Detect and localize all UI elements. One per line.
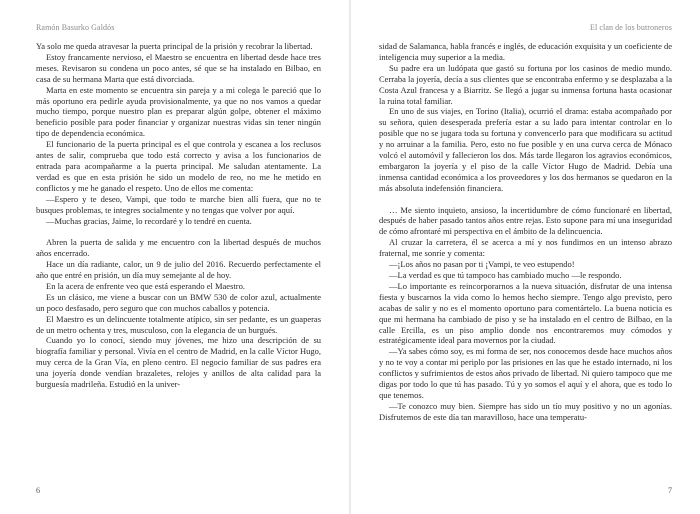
dialogue-line: —Muchas gracias, Jaime, lo recordaré y lo tendré en cuenta. bbox=[46, 215, 252, 226]
paragraph: … Me siento inquieto, ansioso, la incertidumbre de cómo funcionaré en libertad, después de haber pasado tantos años entre rejas. Esto supone para mí una inseguridad de cómo afrontaré mi perspectiva en el ámbito de la delincuencia. bbox=[379, 204, 672, 237]
left-page bbox=[0, 0, 349, 514]
right-page bbox=[351, 0, 700, 514]
paragraph: El Maestro es un delincuente totalmente atípico, sin ser pedante, es un guaperas de un metro ochenta y tres, musculoso, con la elegancia de un burgués. bbox=[36, 313, 321, 335]
paragraph: El funcionario de la puerta principal es el que controla y escanea a los reclusos antes de salir, comprueba que todo está correcto y avisa a los funcionarios de entrada para acompañarme a la puerta principal. Me saludan atentamente. La verdad es que en esta prisión he sido un modelo de reo, no me he metido en conflictos y me he ganado el respeto. Uno de ellos me comenta: bbox=[36, 139, 321, 193]
paragraph: En uno de sus viajes, en Torino (Italia), ocurrió el drama: estaba acompañado por su señora, quien desesperada prefería estar a su lado para intentar controlar en lo posible que no se jugara toda su fortuna y convencerlo para que modificara su actitud y no arruinar a la familia. Pero, esto no fue posible y en una curva cerca de Mónaco volcó el automóvil y fallecieron los dos. Más tarde llegaron los agravios económicos, embargaron la joyería y el piso de la calle Víctor Hugo de Madrid. Debía una inmensa cantidad económica a los proveedores y los dos hermanos se quedaron en la más absoluta indefensión financiera. bbox=[379, 106, 672, 193]
right-page-body bbox=[379, 41, 672, 423]
running-header-author: Ramón Basurko Galdós bbox=[36, 23, 115, 32]
paragraph: Abren la puerta de salida y me encuentro con la libertad después de muchos años encerrado. bbox=[36, 237, 321, 259]
paragraph: Su padre era un ludópata que gastó su fortuna por los casinos de medio mundo. Cerraba la joyería, decía a sus clientes que se encontraba enfermo y se desplazaba a la Costa Azul francesa y a Biarritz. Se llegó a jugar su inmensa fortuna hasta ocasionar la ruina total familiar. bbox=[379, 62, 672, 106]
running-header-title: El clan de los butroneros bbox=[589, 23, 672, 32]
dialogue-line: —Ya sabes cómo soy, es mi forma de ser, nos conocemos desde hace muchos años y no te voy a contar mi periplo por las prisiones en las que he estado internado, ni los conflictos y sufrimientos de estos años privado de libertad. Ni quiero tampoco que me digas por todo lo que tú has pasado. Tú y yo somos el aquí y el ahora, que es todo lo que tenemos. bbox=[379, 346, 672, 400]
paragraph: En la acera de enfrente veo que está esperando el Maestro. bbox=[46, 280, 245, 291]
dialogue-line: —La verdad es que tú tampoco has cambiado mucho —le respondo. bbox=[389, 270, 622, 281]
dialogue-line: —Te conozco muy bien. Siempre has sido un tío muy positivo y no un agonías. Disfrutemos de este día tan maravilloso, hace una temperatu- bbox=[379, 400, 672, 422]
paragraph: sidad de Salamanca, habla francés e inglés, de educación exquisita y un coeficiente de inteligencia muy superior a la media. bbox=[379, 41, 672, 62]
page-number: 7 bbox=[668, 486, 672, 495]
page-number: 6 bbox=[36, 486, 40, 495]
dialogue-line: —Espero y te deseo, Vampi, que todo te marche bien allí fuera, que no te busques problemas, te integres socialmente y no tengas que volver por aquí. bbox=[36, 193, 321, 215]
dialogue-line: —¡Los años no pasan por ti ¡Vampi, te veo estupendo! bbox=[389, 259, 575, 270]
paragraph: Hace un día radiante, calor, un 9 de julio del 2016. Recuerdo perfectamente el año que entré en prisión, un día muy semejante al de hoy. bbox=[36, 259, 321, 281]
paragraph: Es un clásico, me viene a buscar con un BMW 530 de color azul, actualmente un poco desfasado, pero seguro que con muchos caballos y potencia. bbox=[36, 291, 321, 313]
paragraph: Cuando yo lo conocí, siendo muy jóvenes, me hizo una descripción de su biografía familiar y personal. Vivía en el centro de Madrid, en la calle Víctor Hugo, muy cerca de la Gran Vía, en pleno centro. El negocio familiar de sus padres era una joyería donde vendían brazaletes, relojes y anillos de alta calidad para la burguesía madrileña. Estudió en la univer- bbox=[36, 335, 321, 390]
dialogue-line: —Lo importante es reincorporarnos a la nueva situación, disfrutar de una intensa fiesta y buscarnos la vida como lo hemos hecho siempre. Tengo algo previsto, pero acabas de salir y no es el momento oportuno para comentártelo. La buena noticia es que mi hermana ha cambiado de piso y se ha instalado en el centro de Bilbao, en la calle Ercilla, es un piso amplio donde nos encontraremos muy cómodos y estratégicamente ideal para movernos por la ciudad. bbox=[379, 280, 672, 346]
paragraph: Marta en este momento se encuentra sin pareja y a mi colega le pareció que lo más oportuno era pedirle ayuda provisionalmente, ya que no nos vamos a quedar mucho tiempo, porque nuestro plan es preparar algún golpe, obtener el máximo beneficio posible para poder financiar y organizar nuestras vidas sin tener ningún tipo de dependencia económica. bbox=[36, 84, 321, 139]
left-page-body bbox=[36, 41, 321, 390]
paragraph: Estoy francamente nervioso, el Maestro se encuentra en libertad desde hace tres meses. Revisaron su condena un poco antes, sé que se ha instalado en Bilbao, en casa de su hermana Marta que está divorciada. bbox=[36, 51, 321, 84]
paragraph: Ya solo me queda atravesar la puerta principal de la prisión y recobrar la libertad. bbox=[36, 41, 313, 51]
paragraph: Al cruzar la carretera, él se acerca a mí y nos fundimos en un intenso abrazo fraternal, me sonríe y comenta: bbox=[379, 237, 672, 259]
